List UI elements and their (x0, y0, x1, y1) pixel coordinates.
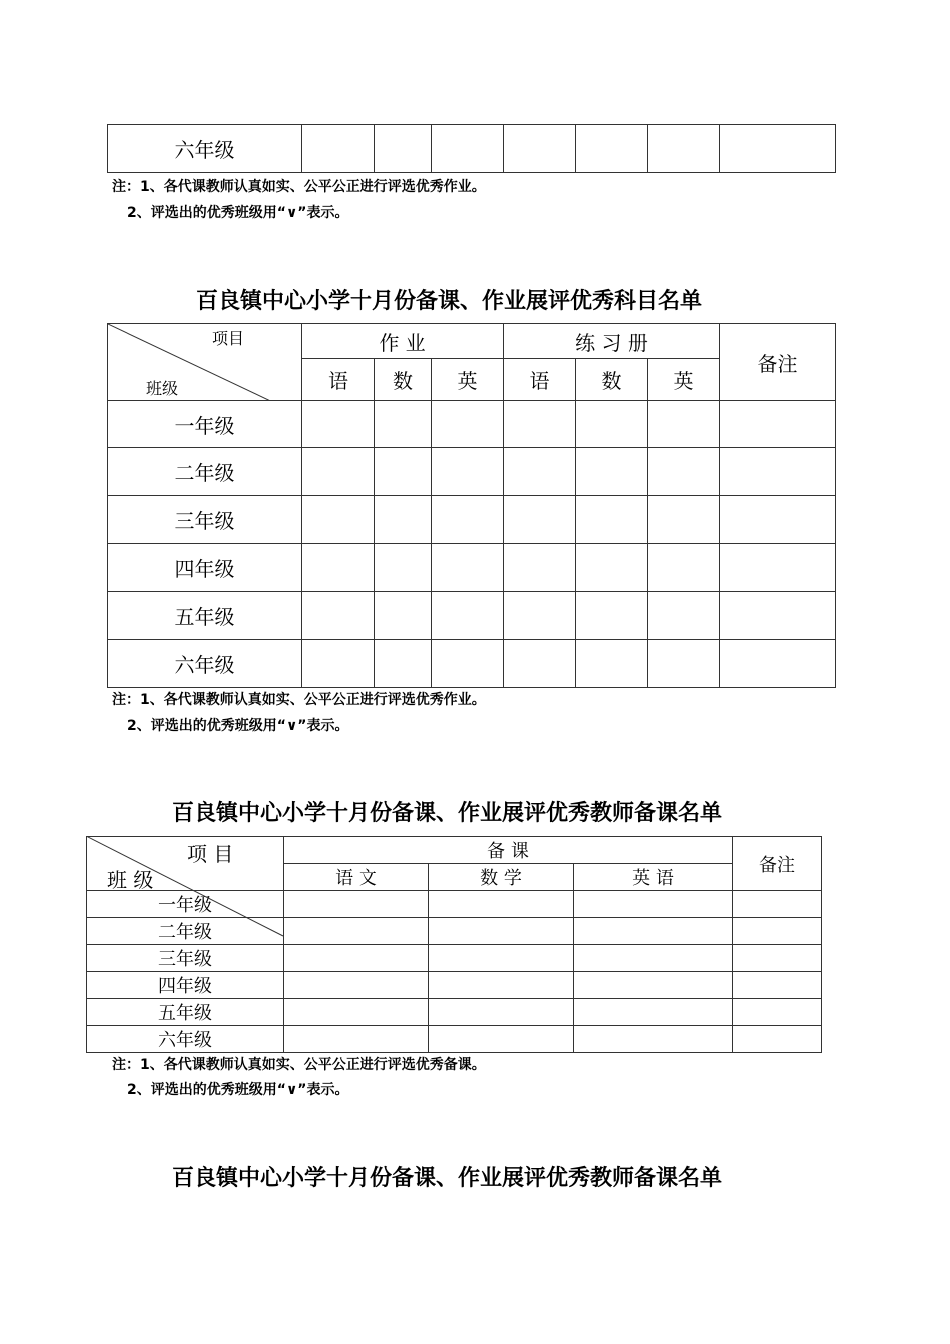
cell[interactable] (576, 592, 648, 640)
cell[interactable] (429, 891, 574, 918)
cell[interactable] (375, 496, 432, 544)
cell[interactable] (504, 496, 576, 544)
table-row (108, 448, 836, 496)
cell[interactable] (720, 640, 836, 688)
cell[interactable] (302, 544, 375, 592)
remark-header: 备注 (733, 837, 822, 891)
cell[interactable] (648, 401, 720, 448)
cell[interactable] (648, 592, 720, 640)
corner-top-label: 项目 (212, 329, 245, 348)
cell[interactable] (432, 592, 504, 640)
cell[interactable] (504, 448, 576, 496)
subject-header: 数 (576, 359, 648, 401)
corner-bottom-label: 班 级 (107, 868, 154, 892)
table-row (108, 592, 836, 640)
table3-title: 百良镇中心小学十月份备课、作业展评优秀教师备课名单 (172, 800, 723, 826)
cell[interactable] (720, 592, 836, 640)
cell[interactable] (648, 125, 720, 173)
row-label: 二年级 (87, 918, 284, 945)
cell[interactable] (284, 1026, 429, 1053)
cell[interactable] (504, 640, 576, 688)
note-line-1: 注：1、各代课教师认真如实、公平公正进行评选优秀作业。 (112, 692, 486, 708)
cell[interactable] (576, 496, 648, 544)
cell[interactable] (504, 592, 576, 640)
cell[interactable] (504, 125, 576, 173)
table-row (108, 640, 836, 688)
cell[interactable] (432, 401, 504, 448)
corner-header (108, 324, 302, 401)
diagonal-line (86, 836, 286, 938)
cell[interactable] (429, 999, 574, 1026)
table-row (108, 544, 836, 592)
cell[interactable] (432, 496, 504, 544)
table-row (87, 999, 822, 1026)
row-label: 二年级 (108, 448, 302, 496)
cell[interactable] (574, 1026, 733, 1053)
cell[interactable] (576, 125, 648, 173)
group-lesson: 备 课 (284, 837, 733, 864)
table-row (87, 945, 822, 972)
cell[interactable] (432, 544, 504, 592)
table-row (87, 972, 822, 999)
subject-header: 英 (432, 359, 504, 401)
cell[interactable] (302, 496, 375, 544)
subject-header: 英 (648, 359, 720, 401)
table4-title: 百良镇中心小学十月份备课、作业展评优秀教师备课名单 (172, 1165, 723, 1191)
note-line-2: 2、评选出的优秀班级用“∨”表示。 (127, 205, 349, 221)
cell[interactable] (375, 592, 432, 640)
row-label: 四年级 (108, 544, 302, 592)
row-label: 三年级 (87, 945, 284, 972)
cell[interactable] (375, 401, 432, 448)
cell[interactable] (375, 448, 432, 496)
table-row (87, 1026, 822, 1053)
cell[interactable] (504, 401, 576, 448)
corner-bottom-label: 班级 (146, 379, 179, 398)
table2-title: 百良镇中心小学十月份备课、作业展评优秀科目名单 (196, 288, 703, 314)
cell[interactable] (432, 448, 504, 496)
cell[interactable] (302, 401, 375, 448)
subject-header: 数 学 (429, 864, 574, 891)
cell[interactable] (574, 918, 733, 945)
cell[interactable] (648, 640, 720, 688)
row-label: 一年级 (87, 891, 284, 918)
note-line-1: 注：1、各代课教师认真如实、公平公正进行评选优秀备课。 (112, 1057, 486, 1073)
subject-header: 语 文 (284, 864, 429, 891)
table-fragment (107, 124, 836, 173)
cell[interactable] (648, 496, 720, 544)
cell[interactable] (284, 972, 429, 999)
cell[interactable] (302, 448, 375, 496)
cell[interactable] (733, 918, 822, 945)
cell[interactable] (720, 448, 836, 496)
subject-header: 语 (504, 359, 576, 401)
cell[interactable] (733, 972, 822, 999)
cell[interactable] (648, 544, 720, 592)
subject-table (107, 323, 836, 688)
corner-top-label: 项 目 (187, 842, 234, 866)
table-row (108, 496, 836, 544)
cell[interactable] (429, 972, 574, 999)
cell[interactable] (720, 125, 836, 173)
cell[interactable] (733, 945, 822, 972)
cell[interactable] (733, 999, 822, 1026)
cell[interactable] (375, 544, 432, 592)
subject-header: 数 (375, 359, 432, 401)
cell[interactable] (720, 544, 836, 592)
note-line-2: 2、评选出的优秀班级用“∨”表示。 (127, 1082, 349, 1098)
note-line-2: 2、评选出的优秀班级用“∨”表示。 (127, 718, 349, 734)
cell[interactable] (574, 945, 733, 972)
cell[interactable] (302, 640, 375, 688)
cell[interactable] (302, 592, 375, 640)
cell[interactable] (574, 891, 733, 918)
cell[interactable] (375, 125, 432, 173)
cell[interactable] (720, 401, 836, 448)
row-label: 五年级 (87, 999, 284, 1026)
cell[interactable] (733, 1026, 822, 1053)
row-label: 三年级 (108, 496, 302, 544)
cell[interactable] (429, 918, 574, 945)
cell[interactable] (574, 999, 733, 1026)
row-label: 六年级 (87, 1026, 284, 1053)
group-workbook: 练 习 册 (504, 324, 720, 359)
diagonal-line (108, 324, 302, 400)
row-label: 四年级 (87, 972, 284, 999)
cell[interactable] (429, 945, 574, 972)
group-homework: 作 业 (302, 324, 504, 359)
cell[interactable] (576, 401, 648, 448)
cell[interactable] (576, 448, 648, 496)
cell[interactable] (429, 1026, 574, 1053)
cell[interactable] (733, 891, 822, 918)
cell[interactable] (432, 640, 504, 688)
subject-header: 英 语 (574, 864, 733, 891)
table-row (108, 401, 836, 448)
cell[interactable] (284, 999, 429, 1026)
cell[interactable] (284, 945, 429, 972)
remark-header: 备注 (720, 324, 836, 401)
subject-header: 语 (302, 359, 375, 401)
cell[interactable] (284, 891, 429, 918)
cell[interactable] (576, 544, 648, 592)
cell[interactable] (648, 448, 720, 496)
row-label: 六年级 (108, 125, 302, 173)
cell[interactable] (302, 125, 375, 173)
cell[interactable] (504, 544, 576, 592)
note-line-1: 注：1、各代课教师认真如实、公平公正进行评选优秀作业。 (112, 179, 486, 195)
cell[interactable] (720, 496, 836, 544)
cell[interactable] (574, 972, 733, 999)
row-label: 六年级 (108, 640, 302, 688)
cell[interactable] (375, 640, 432, 688)
cell[interactable] (284, 918, 429, 945)
row-label: 一年级 (108, 401, 302, 448)
cell[interactable] (432, 125, 504, 173)
cell[interactable] (576, 640, 648, 688)
row-label: 五年级 (108, 592, 302, 640)
